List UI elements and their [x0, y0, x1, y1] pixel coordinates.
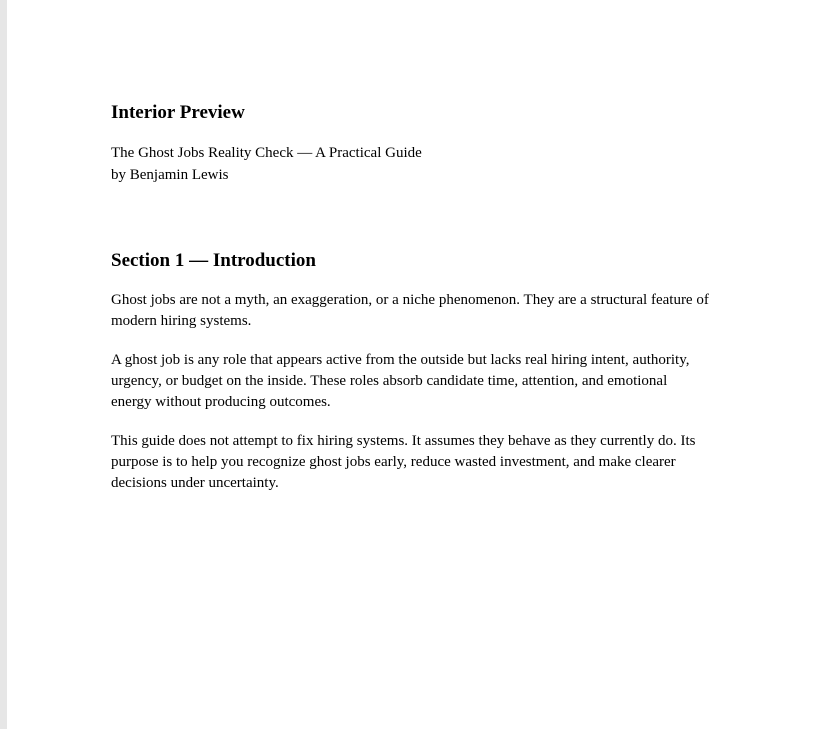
section-title: Section 1 — Introduction — [111, 250, 316, 271]
document-page — [7, 0, 823, 729]
page-content — [111, 100, 711, 512]
book-title: The Ghost Jobs Reality Check — A Practical Guide — [111, 145, 422, 161]
author-line: by Benjamin Lewis — [111, 167, 229, 183]
paragraph: A ghost job is any role that appears active from the outside but lacks real hiring intent, authority, urgency, or budget on the inside. These roles absorb candidate time, attention, and emotional energy without producing outcomes. — [111, 352, 690, 410]
preview-heading: Interior Preview — [111, 102, 245, 123]
paragraph: Ghost jobs are not a myth, an exaggeration, or a niche phenomenon. They are a structural feature of modern hiring systems. — [111, 292, 709, 329]
paragraph: This guide does not attempt to fix hiring systems. It assumes they behave as they currently do. Its purpose is to help you recognize ghost jobs early, reduce wasted investment, and make clearer decisions under uncertainty. — [111, 433, 696, 491]
